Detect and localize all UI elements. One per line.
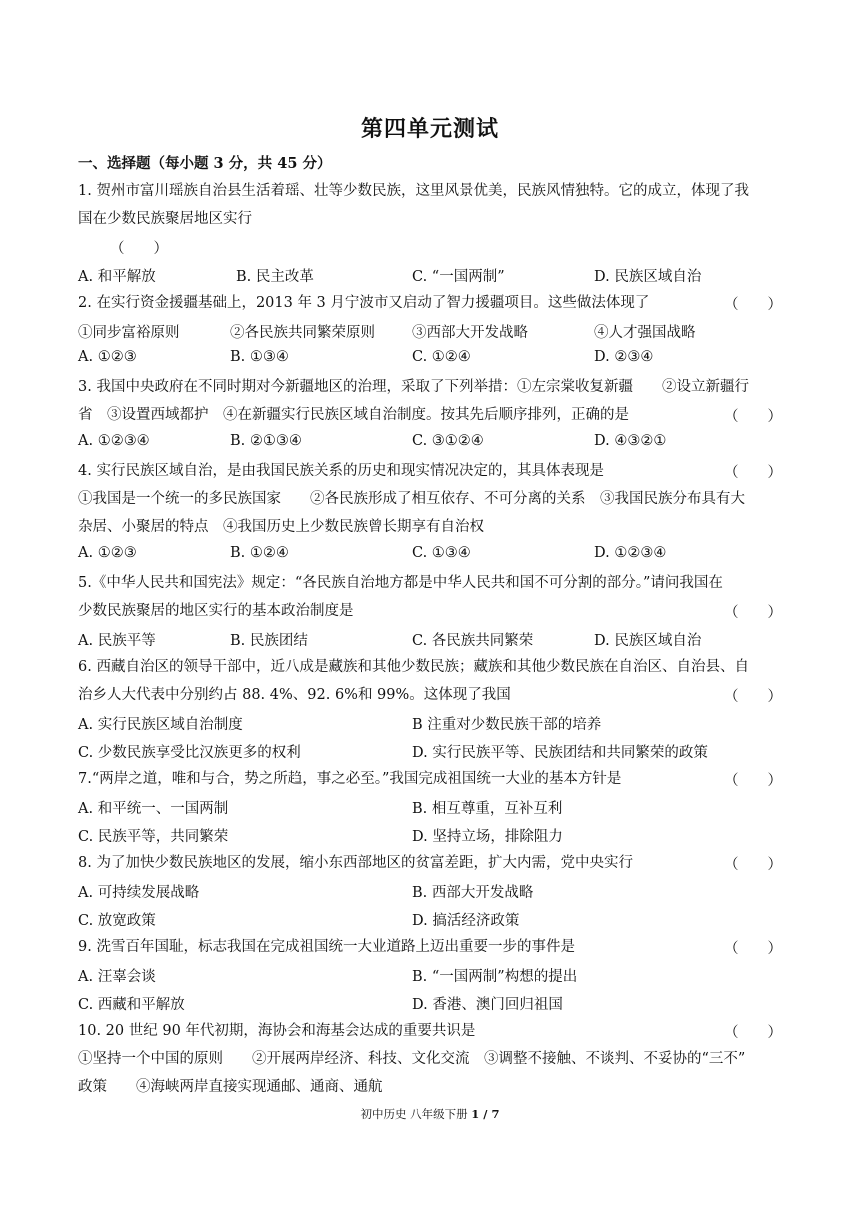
q7-option-b: B. 相互尊重，互补互利 (412, 801, 563, 817)
q3-option-a: A. ①②③④ (78, 433, 150, 449)
question-10-statements: ①坚持一个中国的原则 ②开展两岸经济、科技、文化交流 ③调整不接触、不谈判、不妥协的“三不” (78, 1051, 746, 1067)
q3-option-b: B. ②①③④ (230, 433, 302, 449)
question-1-text: 1. 贺州市富川瑶族自治县生活着瑶、壮等少数民族，这里风景优美，民族风情独特。它的成立，体现了我 (78, 183, 749, 199)
question-6-bracket: （ ） (724, 689, 782, 705)
question-6-text: 6. 西藏自治区的领导干部中，近八成是藏族和其他少数民族；藏族和其他少数民族在自治区、自治县、自 (78, 659, 749, 675)
q2-statement-2: ②各民族共同繁荣原则 (230, 325, 375, 341)
q4-option-c: C. ①③④ (412, 545, 471, 561)
question-4-statements-cont: 杂居、小聚居的特点 ④我国历史上少数民族曾长期享有自治权 (78, 519, 484, 535)
q4-option-a: A. ①②③ (78, 545, 137, 561)
q9-option-c: C. 西藏和平解放 (78, 997, 185, 1013)
question-3-text-cont: 省 ③设置西域都护 ④在新疆实行民族区域自治制度。按其先后顺序排列，正确的是 (78, 407, 629, 423)
question-7-text: 7.“两岸之道，唯和与合，势之所趋，事之必至。”我国完成祖国统一大业的基本方针是 (78, 771, 622, 787)
q9-option-d: D. 香港、澳门回归祖国 (412, 997, 563, 1013)
q2-statement-3: ③西部大开发战略 (412, 325, 528, 341)
question-10-statements-cont: 政策 ④海峡两岸直接实现通邮、通商、通航 (78, 1079, 383, 1095)
q2-option-a: A. ①②③ (78, 349, 137, 365)
q1-option-d: D. 民族区域自治 (594, 269, 702, 285)
q6-option-b: B 注重对少数民族干部的培养 (412, 717, 602, 733)
q1-option-c: C. “一国两制” (412, 269, 505, 285)
question-1-text-cont: 国在少数民族聚居地区实行 (78, 211, 252, 227)
q1-option-a: A. 和平解放 (78, 269, 156, 285)
question-5-text-cont: 少数民族聚居的地区实行的基本政治制度是 (78, 603, 354, 619)
q6-option-a: A. 实行民族区域自治制度 (78, 717, 243, 733)
q4-option-b: B. ①②④ (230, 545, 289, 561)
question-6-text-cont: 治乡人大代表中分别约占 88. 4%、92. 6%和 99%。这体现了我国 (78, 687, 511, 703)
q4-option-d: D. ①②③④ (594, 545, 667, 561)
q8-option-c: C. 放宽政策 (78, 913, 156, 929)
question-5-bracket: （ ） (724, 605, 782, 621)
question-7-bracket: （ ） (724, 773, 782, 789)
q2-option-c: C. ①②④ (412, 349, 471, 365)
page-footer (0, 1106, 860, 1122)
question-4-text: 4. 实行民族区域自治，是由我国民族关系的历史和现实情况决定的，其具体表现是 (78, 463, 604, 479)
q1-option-b: B. 民主改革 (236, 269, 314, 285)
q9-option-a: A. 汪辜会谈 (78, 969, 156, 985)
q8-option-b: B. 西部大开发战略 (412, 885, 534, 901)
q7-option-d: D. 坚持立场，排除阻力 (412, 829, 563, 845)
q3-option-c: C. ③①②④ (412, 433, 484, 449)
q7-option-a: A. 和平统一、一国两制 (78, 801, 229, 817)
question-1-bracket: （ ） (110, 241, 168, 257)
q6-option-c: C. 少数民族享受比汉族更多的权利 (78, 745, 301, 761)
q5-option-c: C. 各民族共同繁荣 (412, 633, 534, 649)
footer-course: 初中历史 八年级下册 (360, 1107, 472, 1121)
q3-option-d: D. ④③②① (594, 433, 667, 449)
q8-option-d: D. 搞活经济政策 (412, 913, 520, 929)
q7-option-c: C. 民族平等，共同繁荣 (78, 829, 229, 845)
question-10-bracket: （ ） (724, 1025, 782, 1041)
question-4-bracket: （ ） (724, 465, 782, 481)
question-8-text: 8. 为了加快少数民族地区的发展，缩小东西部地区的贫富差距，扩大内需，党中央实行 (78, 855, 633, 871)
question-10-text: 10. 20 世纪 90 年代初期，海协会和海基会达成的重要共识是 (78, 1023, 476, 1039)
question-8-bracket: （ ） (724, 857, 782, 873)
q8-option-a: A. 可持续发展战略 (78, 885, 200, 901)
page-title: 第四单元测试 (360, 116, 499, 142)
q2-statement-4: ④人才强国战略 (594, 325, 696, 341)
question-9-text: 9. 洗雪百年国耻，标志我国在完成祖国统一大业道路上迈出重要一步的事件是 (78, 939, 575, 955)
q5-option-d: D. 民族区域自治 (594, 633, 702, 649)
question-2-bracket: （ ） (724, 297, 782, 313)
question-9-bracket: （ ） (724, 941, 782, 957)
q2-option-d: D. ②③④ (594, 349, 654, 365)
q2-option-b: B. ①③④ (230, 349, 289, 365)
q2-statement-1: ①同步富裕原则 (78, 325, 180, 341)
question-3-bracket: （ ） (724, 409, 782, 425)
question-5-text: 5.《中华人民共和国宪法》规定：“各民族自治地方都是中华人民共和国不可分割的部分。”请问我国在 (78, 575, 723, 591)
q5-option-a: A. 民族平等 (78, 633, 156, 649)
q5-option-b: B. 民族团结 (230, 633, 308, 649)
question-4-statements: ①我国是一个统一的多民族国家 ②各民族形成了相互依存、不可分离的关系 ③我国民族分布具有大 (78, 491, 745, 507)
q9-option-b: B. “一国两制”构想的提出 (412, 969, 578, 985)
footer-page-number: 1 / 7 (471, 1107, 500, 1121)
section-heading: 一、选择题（每小题 3 分，共 45 分） (78, 155, 332, 172)
question-2-text: 2. 在实行资金援疆基础上，2013 年 3 月宁波市又启动了智力援疆项目。这些做法体现了 (78, 295, 650, 311)
question-3-text: 3. 我国中央政府在不同时期对今新疆地区的治理，采取了下列举措：①左宗棠收复新疆 ②设立新疆行 (78, 379, 749, 395)
q6-option-d: D. 实行民族平等、民族团结和共同繁荣的政策 (412, 745, 708, 761)
